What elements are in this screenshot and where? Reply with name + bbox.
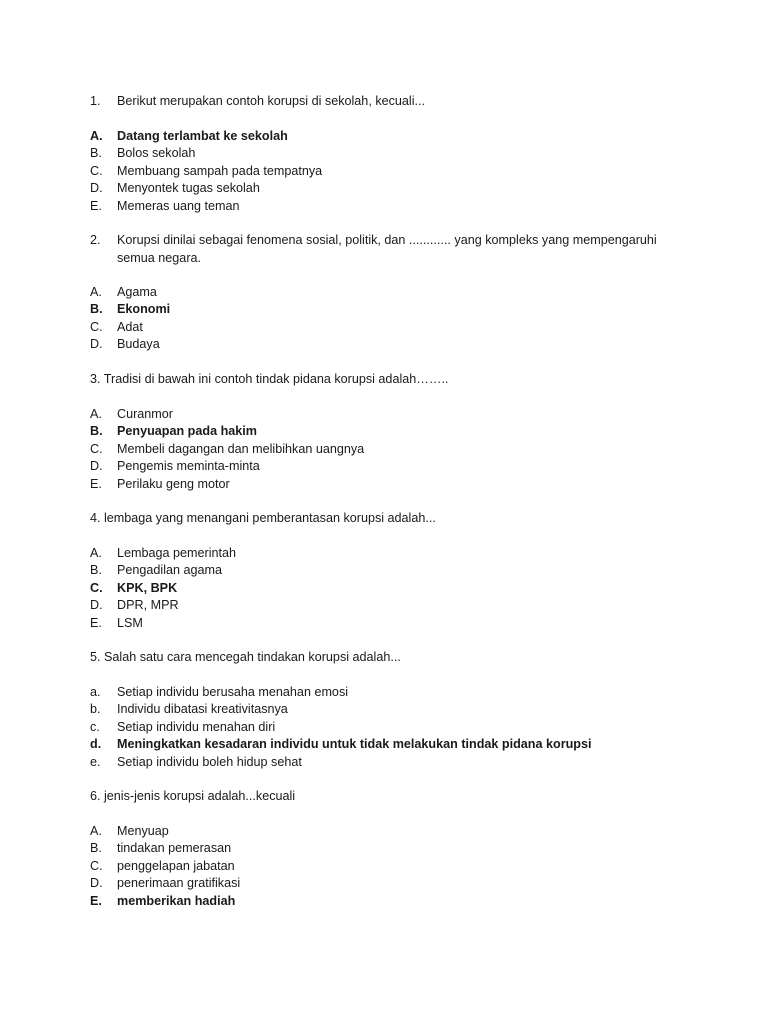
option-letter: B.: [90, 841, 102, 856]
option-item: [90, 719, 690, 736]
option-text: Perilaku geng motor: [117, 476, 230, 491]
option-text: Pengadilan agama: [117, 563, 223, 578]
option-text: Bolos sekolah: [117, 146, 196, 161]
option-text: KPK, BPK: [117, 580, 178, 595]
option-item: [90, 562, 690, 579]
question-number: 2.: [90, 233, 101, 247]
question-text: 6. jenis-jenis korupsi adalah...kecuali: [90, 789, 296, 803]
option-letter: a.: [90, 685, 101, 699]
option-text: penerimaan gratifikasi: [117, 876, 241, 891]
option-item: [90, 336, 690, 353]
option-text: Menyuap: [117, 824, 169, 838]
option-item: [90, 301, 690, 318]
option-text: LSM: [117, 615, 143, 630]
option-text: Penyuapan pada hakim: [117, 424, 257, 439]
option-item: [90, 823, 690, 840]
question-text: Berikut merupakan contoh korupsi di sekolah, kecuali...: [117, 94, 426, 108]
options-1: [90, 128, 690, 215]
option-item: [90, 684, 690, 701]
option-letter: A.: [90, 129, 103, 143]
question-6: [90, 788, 690, 806]
option-letter: E.: [90, 198, 102, 213]
option-letter: b.: [90, 702, 101, 717]
question-text: 3. Tradisi di bawah ini contoh tindak pidana korupsi adalah……..: [90, 372, 449, 386]
option-letter: C.: [90, 319, 103, 334]
option-letter: B.: [90, 302, 103, 317]
option-item: [90, 198, 690, 215]
option-item: [90, 840, 690, 857]
option-item: [90, 545, 690, 562]
option-letter: A.: [90, 407, 102, 421]
option-letter: C.: [90, 580, 103, 595]
option-item: [90, 441, 690, 458]
question-text: 4. lembaga yang menangani pemberantasan korupsi adalah...: [90, 511, 436, 525]
option-letter: D.: [90, 181, 103, 196]
option-letter: E.: [90, 893, 102, 908]
options-3: [90, 406, 690, 493]
option-item: [90, 406, 690, 423]
option-letter: B.: [90, 146, 102, 161]
option-letter: D.: [90, 337, 103, 352]
option-text: Curanmor: [117, 407, 173, 421]
option-text: Meningkatkan kesadaran individu untuk tidak melakukan tindak pidana korupsi: [117, 737, 592, 752]
option-item: [90, 476, 690, 493]
option-item: [90, 180, 690, 197]
option-item: [90, 163, 690, 180]
option-item: [90, 284, 690, 301]
option-item: [90, 423, 690, 440]
option-item: [90, 701, 690, 718]
option-text: Individu dibatasi kreativitasnya: [117, 702, 288, 717]
option-letter: A.: [90, 285, 102, 299]
option-letter: E.: [90, 615, 102, 630]
option-letter: e.: [90, 754, 101, 769]
option-item: [90, 615, 690, 632]
option-letter: D.: [90, 459, 103, 474]
option-text: Setiap individu berusaha menahan emosi: [117, 685, 349, 699]
question-text: 5. Salah satu cara mencegah tindakan korupsi adalah...: [90, 650, 401, 664]
option-text: memberikan hadiah: [117, 893, 236, 908]
option-item: [90, 754, 690, 771]
option-text: Setiap individu boleh hidup sehat: [117, 754, 302, 769]
option-text: Datang terlambat ke sekolah: [117, 129, 288, 143]
option-letter: E.: [90, 476, 102, 491]
option-item: [90, 458, 690, 475]
option-letter: B.: [90, 563, 102, 578]
option-text: Setiap individu menahan diri: [117, 719, 276, 734]
option-text: Membuang sampah pada tempatnya: [117, 163, 323, 178]
option-text: tindakan pemerasan: [117, 841, 232, 856]
options-2: [90, 284, 690, 354]
option-text: Pengemis meminta-minta: [117, 459, 260, 474]
option-item: [90, 319, 690, 336]
option-letter: d.: [90, 737, 102, 752]
option-letter: A.: [90, 546, 102, 560]
question-2: [90, 232, 670, 267]
option-text: Membeli dagangan dan melibihkan uangnya: [117, 441, 365, 456]
option-letter: D.: [90, 598, 103, 613]
option-text: Menyontek tugas sekolah: [117, 181, 260, 196]
option-text: penggelapan jabatan: [117, 858, 235, 873]
option-text: Lembaga pemerintah: [117, 546, 237, 560]
option-item: [90, 736, 690, 753]
option-item: [90, 128, 690, 145]
option-text: DPR, MPR: [117, 598, 179, 613]
option-text: Ekonomi: [117, 302, 171, 317]
option-letter: D.: [90, 876, 103, 891]
question-number: 1.: [90, 94, 101, 108]
question-1: [90, 93, 690, 111]
option-item: [90, 858, 690, 875]
option-item: [90, 893, 690, 910]
option-item: [90, 597, 690, 614]
option-letter: C.: [90, 163, 103, 178]
option-text: Adat: [117, 319, 143, 334]
question-5: [90, 649, 690, 667]
option-letter: c.: [90, 719, 100, 734]
option-letter: C.: [90, 441, 103, 456]
option-letter: C.: [90, 858, 103, 873]
option-text: Budaya: [117, 337, 160, 352]
options-4: [90, 545, 690, 632]
options-6: [90, 823, 690, 910]
question-text: Korupsi dinilai sebagai fenomena sosial, politik, dan ............ yang kompleks yang mempengaruhi semua negara.: [117, 233, 657, 265]
question-3: [90, 371, 690, 389]
option-text: Agama: [117, 285, 157, 299]
question-4: [90, 510, 690, 528]
option-text: Memeras uang teman: [117, 198, 240, 213]
option-item: [90, 145, 690, 162]
option-item: [90, 580, 690, 597]
options-5: [90, 684, 690, 771]
option-letter: A.: [90, 824, 102, 838]
option-letter: B.: [90, 424, 103, 439]
option-item: [90, 875, 690, 892]
